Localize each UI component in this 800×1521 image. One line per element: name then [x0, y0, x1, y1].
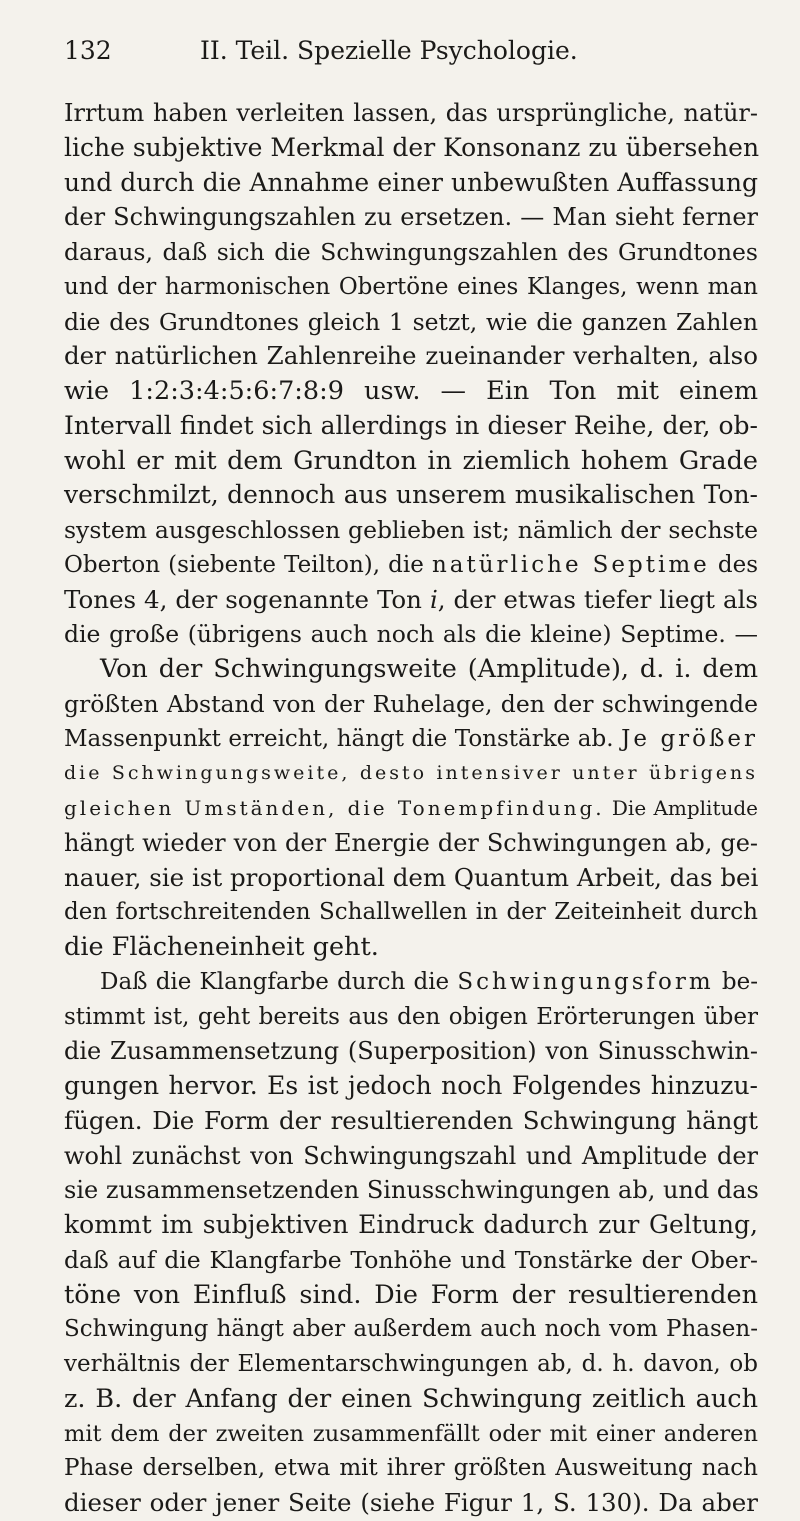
text-line	[64, 200, 758, 235]
text-run: Oberton (siebente Teilton), die	[64, 551, 432, 578]
text-line	[64, 756, 758, 791]
text-line	[64, 409, 758, 444]
text-run: wie 1:2:3:4:5:6:7:8:9 usw. — Ein Ton mit einem	[64, 376, 758, 406]
emphasis-spaced: die Schwingungsweite, desto intensiver unter übrigens	[64, 762, 758, 785]
text-line	[64, 478, 758, 513]
page-header	[64, 36, 700, 76]
text-run: der natürlichen Zahlenreihe zueinander verhalten, also	[64, 341, 758, 371]
text-run: daraus, daß sich die Schwingungszahlen des Grundtones	[64, 238, 758, 266]
text-line	[64, 270, 758, 305]
text-run: Die Amplitude	[604, 796, 759, 820]
text-run: Daß die Klangfarbe durch die	[100, 968, 458, 995]
text-run: stimmt ist, geht bereits aus den obigen Erörterungen über	[64, 1003, 758, 1030]
text-line	[64, 583, 758, 618]
text-run: , der etwas tiefer liegt als	[437, 584, 758, 614]
text-line	[64, 166, 758, 201]
text-run: be-	[713, 968, 758, 995]
page-number: 132	[64, 36, 112, 65]
text-run: Schwingung hängt aber außerdem auch noch vom Phasen-	[64, 1316, 758, 1343]
text-run: system ausgeschlossen geblieben ist; nämlich der sechste	[64, 516, 758, 544]
text-line	[64, 305, 758, 340]
text-run: liche subjektive Merkmal der Konsonanz zu übersehen	[64, 132, 760, 162]
text-line	[64, 1000, 758, 1035]
text-run: fügen. Die Form der resultierenden Schwingung hängt	[64, 1105, 758, 1135]
text-run: dieser oder jener Seite (siehe Figur 1, S. 130). Da aber	[64, 1488, 758, 1517]
text-run: wohl zunächst von Schwingungszahl und Amplitude der	[64, 1141, 758, 1170]
text-run: hängt wieder von der Energie der Schwingungen ab, ge-	[64, 828, 758, 857]
text-run: kommt im subjektiven Eindruck dadurch zur Geltung,	[64, 1210, 758, 1239]
text-line	[64, 930, 758, 965]
text-line	[64, 1312, 758, 1347]
text-line	[64, 1382, 758, 1417]
text-line	[64, 826, 758, 861]
text-line	[64, 374, 758, 409]
text-line	[64, 96, 758, 131]
text-run: Tones 4, der sogenannte Ton	[64, 584, 430, 614]
text-line	[64, 1243, 758, 1278]
text-run: und durch die Annahme einer unbewußten Auffassung	[64, 167, 758, 197]
text-line	[64, 791, 758, 826]
text-line	[64, 1347, 758, 1382]
text-run: töne von Einfluß sind. Die Form der resultierenden	[64, 1279, 758, 1310]
text-line	[64, 722, 758, 757]
text-run: die Flächeneinheit geht.	[64, 932, 379, 962]
text-line	[64, 1173, 758, 1208]
text-run: z. B. der Anfang der einen Schwingung zeitlich auch	[64, 1383, 758, 1414]
text-line	[64, 548, 758, 583]
text-line	[64, 444, 758, 479]
text-run: die Zusammensetzung (Superposition) von Sinusschwin-	[64, 1037, 758, 1066]
text-line	[64, 895, 758, 930]
text-run: Irrtum haben verleiten lassen, das ursprüngliche, natür-	[64, 99, 758, 127]
text-run: Von der Schwingungsweite (Amplitude), d. i. dem	[100, 654, 758, 684]
text-run: nauer, sie ist proportional dem Quantum Arbeit, das bei	[64, 862, 759, 892]
emphasis-spaced: gleichen Umständen, die Tonempfindung.	[64, 796, 605, 820]
text-line	[64, 1069, 758, 1104]
text-run: gungen hervor. Es ist jedoch noch Folgendes hinzuzu-	[64, 1071, 758, 1100]
emphasis-italic: i	[429, 584, 438, 614]
text-run: wohl er mit dem Grundton in ziemlich hohem Grade	[64, 445, 758, 476]
emphasis-spaced: natürliche Septime	[431, 551, 710, 578]
text-line	[64, 617, 758, 652]
text-line	[64, 965, 758, 1000]
text-run: der Schwingungszahlen zu ersetzen. — Man sieht ferner	[64, 203, 758, 232]
text-run: mit dem der zweiten zusammenfällt oder mit einer anderen	[64, 1420, 758, 1447]
text-line	[64, 1417, 758, 1452]
text-line	[64, 1104, 758, 1139]
text-line	[64, 131, 758, 166]
emphasis-spaced: Je größer	[621, 725, 758, 752]
text-run: des	[709, 551, 758, 578]
body-text	[64, 96, 758, 1521]
emphasis-spaced: Schwingungsform	[457, 968, 714, 995]
text-line	[64, 687, 758, 722]
text-line	[64, 235, 758, 270]
text-line	[64, 1486, 758, 1521]
text-line	[64, 339, 758, 374]
running-head: II. Teil. Spezielle Psychologie.	[200, 36, 578, 65]
text-line	[64, 652, 758, 687]
text-run: größten Abstand von der Ruhelage, den der schwingende	[64, 689, 758, 718]
text-run: und der harmonischen Obertöne eines Klanges, wenn man	[64, 273, 758, 300]
text-run: Intervall findet sich allerdings in dieser Reihe, der, ob-	[64, 410, 758, 440]
text-line	[64, 1278, 758, 1313]
text-run: die des Grundtones gleich 1 setzt, wie die ganzen Zahlen	[64, 307, 758, 336]
text-line	[64, 513, 758, 548]
text-run: verschmilzt, dennoch aus unserem musikalischen Ton-	[64, 480, 758, 510]
text-run: den fortschreitenden Schallwellen in der Zeiteinheit durch	[64, 899, 758, 926]
text-line	[64, 1139, 758, 1174]
text-run: die große (übrigens auch noch als die kleine) Septime. —	[64, 620, 758, 649]
text-run: sie zusammensetzenden Sinusschwingungen ab, und das	[64, 1176, 759, 1205]
text-line	[64, 1451, 758, 1486]
text-line	[64, 1034, 758, 1069]
text-run: Massenpunkt erreicht, hängt die Tonstärke ab.	[64, 725, 622, 752]
text-run: Phase derselben, etwa mit ihrer größten Ausweitung nach	[64, 1455, 758, 1482]
text-run: daß auf die Klangfarbe Tonhöhe und Tonstärke der Ober-	[64, 1245, 758, 1274]
text-line	[64, 1208, 758, 1243]
text-run: verhältnis der Elementarschwingungen ab, d. h. davon, ob	[64, 1351, 758, 1377]
text-line	[64, 861, 758, 896]
